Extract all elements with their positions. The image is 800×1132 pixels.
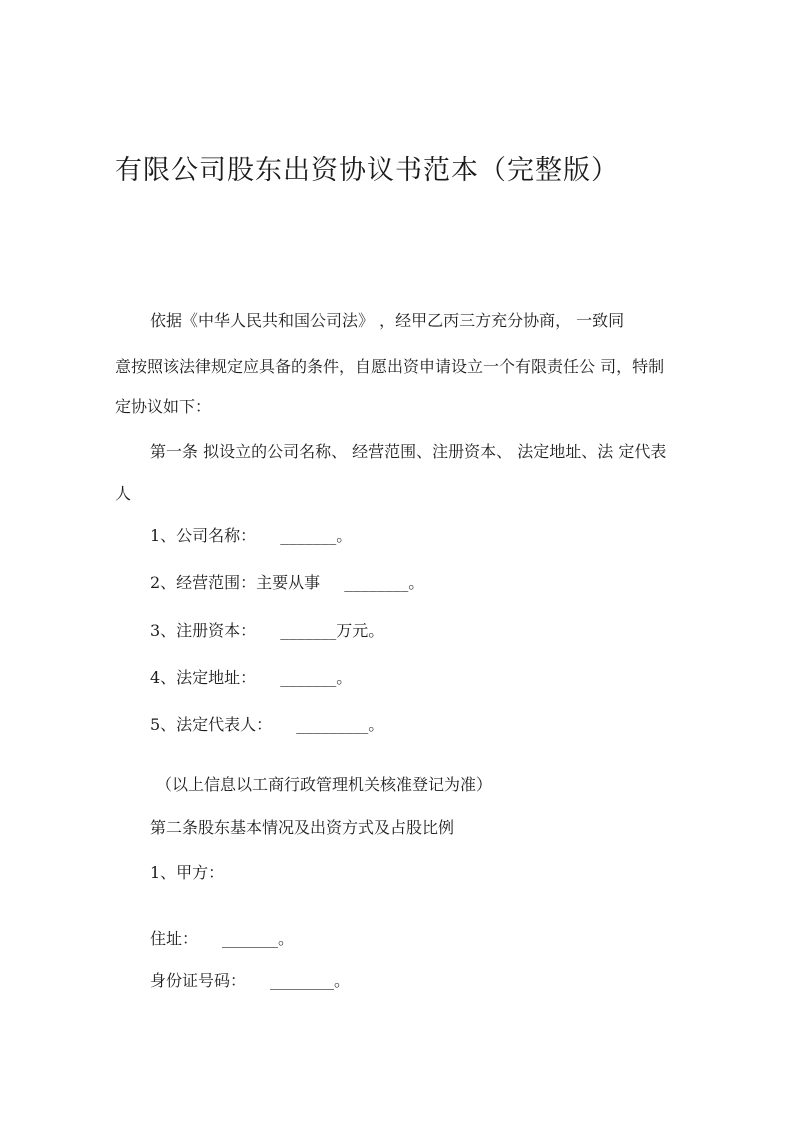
item-label: 5、法定代表人： (150, 715, 273, 734)
article2-heading: 第二条股东基本情况及出资方式及占股比例 (150, 818, 455, 837)
fill-blank: _______ (280, 621, 337, 640)
fill-blank: _________ (296, 715, 369, 734)
fill-blank: _______ (280, 668, 337, 687)
fill-blank: _______ (222, 929, 279, 948)
article1-heading: 第一条 拟设立的公司名称、 经营范围、注册资本、 法定地址、法 定代表 (150, 442, 667, 461)
item-suffix: 。 (408, 573, 425, 592)
article1-item-legal-representative (150, 714, 384, 736)
fill-blank: _______ (280, 526, 337, 545)
party-a-id-number (150, 970, 350, 992)
item-suffix: 。 (336, 668, 353, 687)
item-suffix: 。 (336, 526, 353, 545)
item-suffix: 万元。 (336, 621, 385, 640)
article1-heading-cont: 人 (115, 484, 132, 503)
item-suffix: 。 (368, 715, 385, 734)
article1-item-business-scope (150, 572, 424, 594)
id-label: 身份证号码： (150, 971, 247, 990)
intro-line-2: 意按照该法律规定应具备的条件，自愿出资申请设立一个有限责任公 司，特制 (115, 357, 665, 376)
registration-note: （以上信息以工商行政管理机关核准登记为准） (156, 775, 493, 794)
intro-line-1: 依据《中华人民共和国公司法》 ，经甲乙丙三方充分协商， 一致同 (150, 311, 625, 330)
address-label: 住址： (150, 929, 199, 948)
party-a-address (150, 928, 294, 950)
fill-blank: ________ (344, 573, 409, 592)
item-label: 2、经营范围：主要从事 (150, 573, 321, 592)
article1-item-registered-capital (150, 620, 384, 642)
item-suffix: 。 (334, 971, 351, 990)
item-suffix: 。 (278, 929, 295, 948)
party-a-label: 1、甲方： (150, 863, 225, 882)
fill-blank: ________ (270, 971, 335, 990)
article1-item-legal-address (150, 667, 352, 689)
item-label: 4、法定地址： (150, 668, 257, 687)
article1-item-company-name (150, 525, 352, 547)
item-label: 3、注册资本： (150, 621, 257, 640)
document-title: 有限公司股东出资协议书范本（完整版） (115, 155, 619, 186)
intro-line-3: 定协议如下： (115, 397, 212, 416)
item-label: 1、公司名称： (150, 526, 257, 545)
